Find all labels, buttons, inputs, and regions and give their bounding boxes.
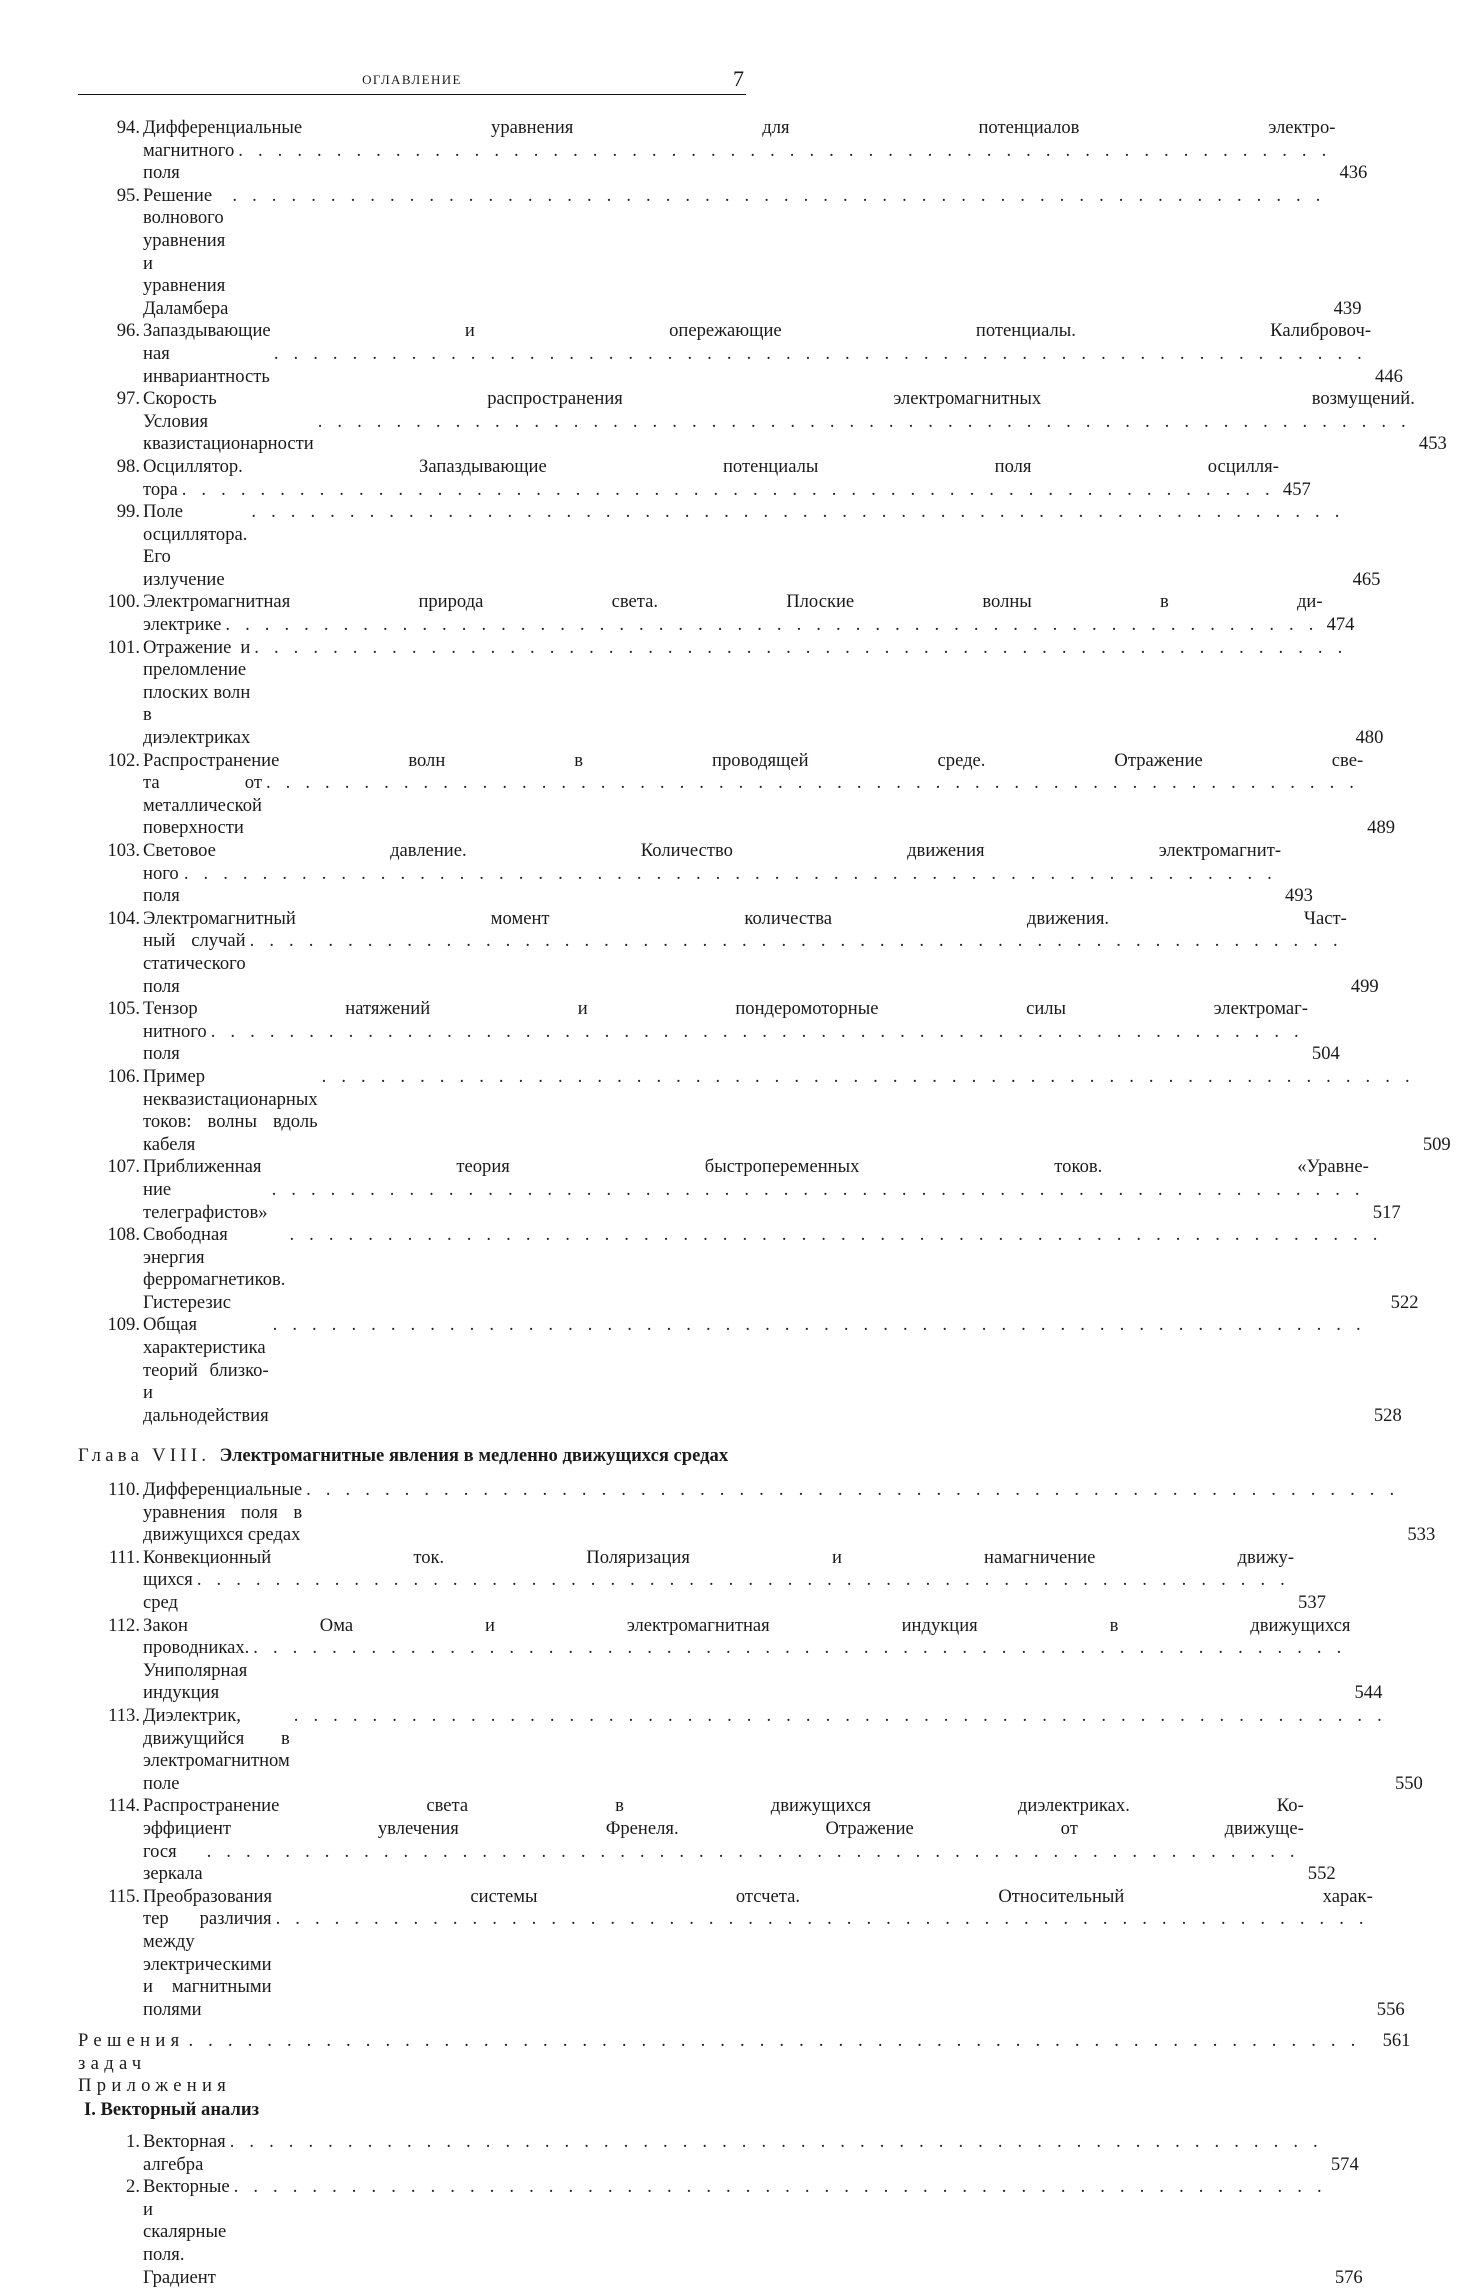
entry-page-number: 457: [1282, 478, 1311, 500]
toc-entry[interactable]: [78, 1885, 1405, 2022]
entry-title: [143, 750, 1413, 840]
leader-dots: . . . . . . . . . . . . . . . . . . . . . . . . . . . . . . . . . . . . . . . . . . . . . . . . . . . . . . . .: [225, 614, 1319, 636]
toc-group-appendix-i: [78, 2131, 1363, 2289]
entry-title: [143, 840, 1331, 908]
entry-title: [143, 2131, 1377, 2176]
chapter-label: Глава VIII.: [78, 1445, 211, 1467]
entry-page-number: 480: [1355, 727, 1384, 749]
entry-title-last-line: Решение волнового уравнения и уравнения Даламбера: [143, 184, 229, 319]
entry-page-number: 556: [1376, 1998, 1405, 2020]
toc-entry[interactable]: [78, 1795, 1336, 1885]
entry-title-last-line: гося зеркала: [143, 1840, 203, 1885]
entry-title-line: Электромагнитный момент количества движения. Част-: [143, 907, 1347, 929]
entry-number: 106.: [107, 1065, 140, 1087]
entry-title-line: эффициент увлечения Френеля. Отражение от движуще-: [143, 1817, 1304, 1839]
entry-page-number: 537: [1298, 1592, 1326, 1613]
entry-title-last-line: электрике: [143, 614, 222, 636]
entry-title-line: Закон Ома и электромагнитная индукция в движущихся: [143, 1614, 1351, 1636]
page-number: 7: [733, 66, 744, 91]
toc-entry[interactable]: [78, 1156, 1401, 1224]
appendices-heading: [78, 2075, 748, 2098]
entry-page-number: 550: [1394, 1772, 1423, 1794]
entry-title-last-line: Свободная энергия ферромагнетиков. Гистерезис: [143, 1224, 286, 1313]
appendices-label: Приложения: [78, 2075, 232, 2097]
entry-page-number: 544: [1354, 1682, 1383, 1704]
entry-page-number: 474: [1326, 614, 1355, 636]
entry-number: 112.: [108, 1614, 140, 1636]
entry-number: 94.: [116, 117, 140, 138]
entry-title-line: Дифференциальные уравнения для потенциалов электро-: [143, 117, 1336, 138]
solutions-label: Решения задач: [78, 2030, 185, 2074]
leader-dots: . . . . . . . . . . . . . . . . . . . . . . . . . . . . . . . . . . . . . . . . . . . . . . . . . . . . . . . .: [254, 636, 1348, 658]
entry-title: [143, 185, 1380, 321]
entry-number: 2.: [126, 2176, 140, 2198]
toc-entry[interactable]: [78, 1479, 1436, 1547]
entry-title: [143, 117, 1385, 185]
entry-title-line: Тензор натяжений и пондеромоторные силы электромаг-: [143, 998, 1308, 1020]
entry-title-last-line: Общая характеристика теорий близко- и дальнодействия: [143, 1314, 269, 1426]
entry-title: [143, 1314, 1420, 1427]
entry-number: 1.: [126, 2131, 140, 2153]
entry-title-line: Запаздывающие и опережающие потенциалы. Калибровоч-: [143, 320, 1372, 342]
leader-dots: . . . . . . . . . . . . . . . . . . . . . . . . . . . . . . . . . . . . . . . . . . . . . . . . . . . . . . . .: [206, 1840, 1300, 1862]
toc-entry[interactable]: [78, 320, 1403, 388]
toc-entry[interactable]: [78, 1614, 1383, 1705]
entry-title: [143, 456, 1329, 501]
entry-page-number: 504: [1311, 1043, 1340, 1065]
toc-entry[interactable]: [78, 388, 1447, 456]
leader-dots: . . . . . . . . . . . . . . . . . . . . . . . . . . . . . . . . . . . . . . . . . . . . . . . . . . . . . . . .: [229, 2131, 1323, 2153]
table-of-contents: [78, 117, 1451, 2289]
entry-title-last-line: тер различия между электрическими и магнитными полями: [143, 1908, 272, 2020]
entry-title-last-line: Векторная алгебра: [143, 2131, 226, 2175]
toc-group-chapter-viii: [78, 1479, 1436, 2021]
entry-title: [143, 1224, 1437, 1314]
chapter-title: Электромагнитные явления в медленно движущихся средах: [219, 1445, 729, 1467]
entry-title: [143, 998, 1358, 1066]
entry-title-last-line: ние телеграфистов»: [143, 1178, 268, 1223]
entry-title-last-line: ного поля: [143, 862, 180, 907]
entry-title: [143, 908, 1397, 998]
entry-number: 110.: [108, 1479, 140, 1501]
entry-title: [143, 1156, 1419, 1224]
entry-title: [143, 1886, 1423, 2022]
entry-title-last-line: Пример неквазистационарных токов: волны вдоль кабеля: [143, 1065, 318, 1155]
entry-title: [143, 1615, 1400, 1705]
entry-number: 104.: [107, 907, 140, 929]
toc-entry[interactable]: [78, 1546, 1326, 1615]
page-header: [78, 66, 746, 95]
leader-dots: . . . . . . . . . . . . . . . . . . . . . . . . . . . . . . . . . . . . . . . . . . . . . . . . . . . . . . . .: [196, 1569, 1291, 1591]
entry-title-last-line: ный случай статического поля: [143, 930, 246, 997]
entry-title: [143, 1705, 1441, 1795]
entry-title: [143, 1795, 1354, 1885]
entry-title-last-line: проводниках. Униполярная индукция: [143, 1637, 250, 1704]
entry-page-number: 493: [1285, 885, 1313, 907]
toc-entry[interactable]: [78, 1224, 1419, 1314]
leader-dots: . . . . . . . . . . . . . . . . . . . . . . . . . . . . . . . . . . . . . . . . . . . . . . . . . . . . . . . .: [293, 1704, 1387, 1726]
entry-number: 111.: [108, 1546, 140, 1568]
entry-title-last-line: Векторные и скалярные поля. Градиент: [143, 2176, 230, 2288]
chapter-heading: [78, 1445, 748, 1468]
entry-title: [143, 320, 1421, 388]
toc-entry[interactable]: [78, 184, 1362, 321]
entry-number: 99.: [116, 501, 140, 523]
entry-number: 114.: [108, 1795, 140, 1817]
entry-page-number: 509: [1422, 1133, 1451, 1155]
entry-page-number: 522: [1390, 1291, 1419, 1313]
entry-title-line: Распространение волн в проводящей среде. Отражение све-: [143, 749, 1364, 771]
entry-title-last-line: ная инвариантность: [143, 342, 270, 387]
entry-number: 98.: [116, 455, 140, 477]
leader-dots: . . . . . . . . . . . . . . . . . . . . . . . . . . . . . . . . . . . . . . . . . . . . . . . . . . . . . . . .: [238, 139, 1332, 161]
leader-dots: . . . . . . . . . . . . . . . . . . . . . . . . . . . . . . . . . . . . . . . . . . . . . . . . . . . . . . . .: [249, 930, 1343, 952]
toc-entry[interactable]: [78, 2131, 1359, 2176]
entry-page-number: 574: [1330, 2153, 1359, 2175]
entry-title-line: Конвекционный ток. Поляризация и намагничение движу-: [143, 1546, 1295, 1568]
entry-page-number: 533: [1407, 1524, 1436, 1546]
solutions-entry[interactable]: [78, 2030, 1411, 2075]
entry-title-last-line: магнитного поля: [143, 139, 235, 184]
entry-title-last-line: Поле осциллятора. Его излучение: [143, 501, 248, 590]
leader-dots: . . . . . . . . . . . . . . . . . . . . . . . . . . . . . . . . . . . . . . . . . . . . . . . . . . . . . . . .: [210, 1020, 1304, 1042]
entry-number: 101.: [107, 636, 140, 658]
entry-title: [143, 1547, 1344, 1615]
entry-title-last-line: Условия квазистационарности: [143, 410, 314, 455]
toc-entry[interactable]: [78, 2176, 1363, 2289]
entry-number: 109.: [107, 1314, 140, 1336]
leader-dots: . . . . . . . . . . . . . . . . . . . . . . . . . . . . . . . . . . . . . . . . . . . . . . . . . . . . . . . .: [271, 1178, 1365, 1200]
entry-title-line: Приближенная теория быстропеременных токов. «Уравне-: [143, 1156, 1369, 1178]
entry-number: 96.: [116, 320, 140, 342]
entry-title-line: Распространение света в движущихся диэлектриках. Ко-: [143, 1795, 1304, 1817]
leader-dots: . . . . . . . . . . . . . . . . . . . . . . . . . . . . . . . . . . . . . . . . . . . . . . . . . . . . . . . .: [251, 501, 1345, 523]
entry-number: 97.: [116, 388, 140, 410]
leader-dots: . . . . . . . . . . . . . . . . . . . . . . . . . . . . . . . . . . . . . . . . . . . . . . . . . . . . . . . .: [183, 862, 1278, 884]
entry-page-number: 552: [1307, 1863, 1336, 1885]
entry-title: [143, 1479, 1453, 1547]
leader-dots: . . . . . . . . . . . . . . . . . . . . . . . . . . . . . . . . . . . . . . . . . . . . . . . . . . . . . . . .: [289, 1224, 1383, 1246]
entry-number: 115.: [108, 1885, 140, 1907]
entry-page-number: 453: [1418, 433, 1447, 455]
solutions-page: 561: [1382, 2030, 1411, 2052]
entry-number: 108.: [107, 1224, 140, 1246]
toc-group-chapter-vii: [78, 117, 1451, 1427]
entry-title-last-line: Отражение и преломление плоских волн в диэлектриках: [143, 636, 251, 749]
leader-dots: . . . . . . . . . . . . . . . . . . . . . . . . . . . . . . . . . . . . . . . . . . . . . . . . . . . . . . . . . . . .: [188, 2030, 1361, 2052]
entry-title: [143, 1066, 1469, 1156]
entry-title-last-line: нитного поля: [143, 1020, 207, 1065]
leader-dots: . . . . . . . . . . . . . . . . . . . . . . . . . . . . . . . . . . . . . . . . . . . . . . . . . . . . . . . .: [232, 184, 1326, 206]
entry-page-number: 517: [1372, 1201, 1401, 1223]
toc-entry[interactable]: [78, 591, 1355, 636]
entry-page-number: 499: [1350, 975, 1379, 997]
leader-dots: . . . . . . . . . . . . . . . . . . . . . . . . . . . . . . . . . . . . . . . . . . . . . . . . . . . . . . . .: [181, 478, 1275, 500]
leader-dots: . . . . . . . . . . . . . . . . . . . . . . . . . . . . . . . . . . . . . . . . . . . . . . . . . . . . . . . .: [272, 1314, 1366, 1336]
entry-page-number: 528: [1373, 1404, 1402, 1426]
toc-entry[interactable]: [78, 1065, 1451, 1156]
entry-page-number: 446: [1375, 365, 1403, 387]
entry-title-line: Световое давление. Количество движения электромагнит-: [143, 840, 1282, 861]
toc-entry[interactable]: [78, 749, 1396, 840]
entry-title: [143, 388, 1465, 456]
entry-title-last-line: Дифференциальные уравнения поля в движущихся средах: [143, 1479, 303, 1546]
entry-number: 113.: [108, 1704, 140, 1726]
entry-title: [143, 637, 1401, 750]
toc-entry[interactable]: [78, 998, 1340, 1066]
entry-title: [143, 591, 1373, 636]
toc-entry[interactable]: [78, 840, 1313, 908]
entry-number: 95.: [116, 184, 140, 206]
leader-dots: . . . . . . . . . . . . . . . . . . . . . . . . . . . . . . . . . . . . . . . . . . . . . . . . . . . . . . . .: [233, 2176, 1327, 2198]
entry-title-last-line: тора: [143, 478, 178, 500]
running-title: ОГЛАВЛЕНИЕ: [362, 72, 462, 87]
leader-dots: . . . . . . . . . . . . . . . . . . . . . . . . . . . . . . . . . . . . . . . . . . . . . . . . . . . . . . . .: [317, 410, 1411, 432]
entry-page-number: 576: [1334, 2266, 1363, 2288]
entry-title-line: Скорость распространения электромагнитных возмущений.: [143, 388, 1415, 410]
entry-page-number: 465: [1352, 568, 1381, 590]
toc-entry[interactable]: [78, 117, 1368, 185]
entry-title: [143, 501, 1399, 591]
entry-page-number: 489: [1367, 817, 1396, 839]
entry-page-number: 439: [1333, 297, 1362, 319]
entry-number: 100.: [107, 591, 140, 613]
toc-entry[interactable]: [78, 636, 1384, 750]
entry-number: 102.: [107, 749, 140, 771]
entry-number: 103.: [107, 840, 140, 861]
entry-title-line: Осциллятор. Запаздывающие потенциалы поля осцилля-: [143, 455, 1279, 477]
leader-dots: . . . . . . . . . . . . . . . . . . . . . . . . . . . . . . . . . . . . . . . . . . . . . . . . . . . . . . . .: [253, 1637, 1347, 1659]
toc-entry[interactable]: [78, 907, 1379, 998]
entry-title: [143, 2176, 1381, 2289]
entry-title-last-line: Диэлектрик, движущийся в электромагнитном поле: [143, 1704, 290, 1794]
leader-dots: . . . . . . . . . . . . . . . . . . . . . . . . . . . . . . . . . . . . . . . . . . . . . . . . . . . . . . . .: [321, 1065, 1415, 1087]
entry-number: 105.: [107, 998, 140, 1020]
entry-title-line: Электромагнитная природа света. Плоские волны в ди-: [143, 591, 1323, 613]
appendix-subtitle: I. Векторный анализ: [84, 2099, 260, 2121]
entry-title-last-line: та от металлической поверхности: [143, 772, 262, 839]
toc-entry[interactable]: [78, 1704, 1423, 1795]
entry-number: 107.: [107, 1156, 140, 1178]
toc-entry[interactable]: [78, 501, 1381, 591]
toc-entry[interactable]: [78, 1314, 1402, 1427]
entry-page-number: 436: [1339, 162, 1368, 184]
leader-dots: . . . . . . . . . . . . . . . . . . . . . . . . . . . . . . . . . . . . . . . . . . . . . . . . . . . . . . . .: [265, 772, 1360, 794]
entry-title-last-line: щихся сред: [143, 1569, 193, 1613]
toc-entry[interactable]: [78, 455, 1311, 501]
leader-dots: . . . . . . . . . . . . . . . . . . . . . . . . . . . . . . . . . . . . . . . . . . . . . . . . . . . . . . . .: [306, 1479, 1400, 1501]
leader-dots: . . . . . . . . . . . . . . . . . . . . . . . . . . . . . . . . . . . . . . . . . . . . . . . . . . . . . . . .: [275, 1908, 1369, 1930]
leader-dots: . . . . . . . . . . . . . . . . . . . . . . . . . . . . . . . . . . . . . . . . . . . . . . . . . . . . . . . .: [273, 342, 1368, 364]
entry-title-line: Преобразования системы отсчета. Относительный харак-: [143, 1885, 1373, 1907]
